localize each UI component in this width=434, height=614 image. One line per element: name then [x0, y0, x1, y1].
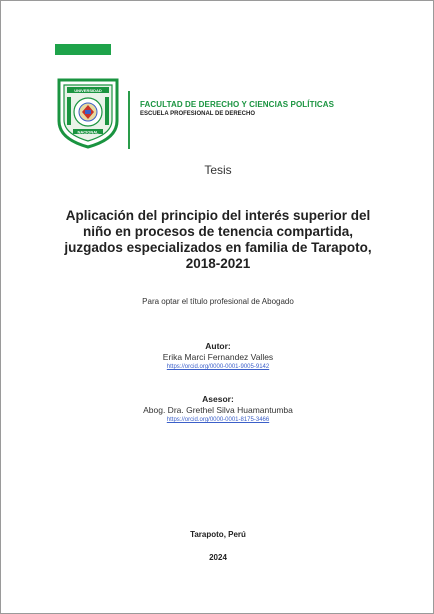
author-name: Erika Marci Fernandez Valles [162, 352, 274, 362]
thesis-title-line: Aplicación del principio del interés superior del [65, 208, 371, 223]
seal-text-top: UNIVERSIDAD [74, 88, 102, 93]
degree-purpose: Para optar el título profesional de Abogado [142, 297, 294, 306]
document-type: Tesis [204, 163, 232, 177]
thesis-title-line: 2018-2021 [185, 256, 251, 271]
green-header-bar [55, 44, 111, 55]
header-divider [128, 91, 130, 149]
thesis-title [51, 208, 385, 272]
university-seal-icon [55, 77, 121, 149]
author-label: Autor: [205, 341, 231, 351]
author-block [1, 341, 434, 372]
advisor-block [1, 394, 434, 425]
thesis-title-line: niño en procesos de tenencia compartida, [82, 224, 354, 239]
faculty-name: FACULTAD DE DERECHO Y CIENCIAS POLÍTICAS [140, 100, 335, 109]
advisor-label: Asesor: [202, 394, 234, 404]
publication-year: 2024 [209, 553, 227, 562]
advisor-orcid-link[interactable]: https://orcid.org/0000-0001-8175-3466 [166, 417, 270, 423]
city-country: Tarapoto, Perú [190, 530, 246, 539]
school-name: ESCUELA PROFESIONAL DE DERECHO [140, 111, 256, 117]
advisor-name: Abog. Dra. Grethel Silva Huamantumba [143, 405, 293, 415]
author-orcid-link[interactable]: https://orcid.org/0000-0001-9005-9142 [166, 364, 270, 370]
thesis-title-line: juzgados especializados en familia de Tarapoto, [64, 240, 372, 255]
seal-text-bottom: NACIONAL [77, 129, 99, 135]
